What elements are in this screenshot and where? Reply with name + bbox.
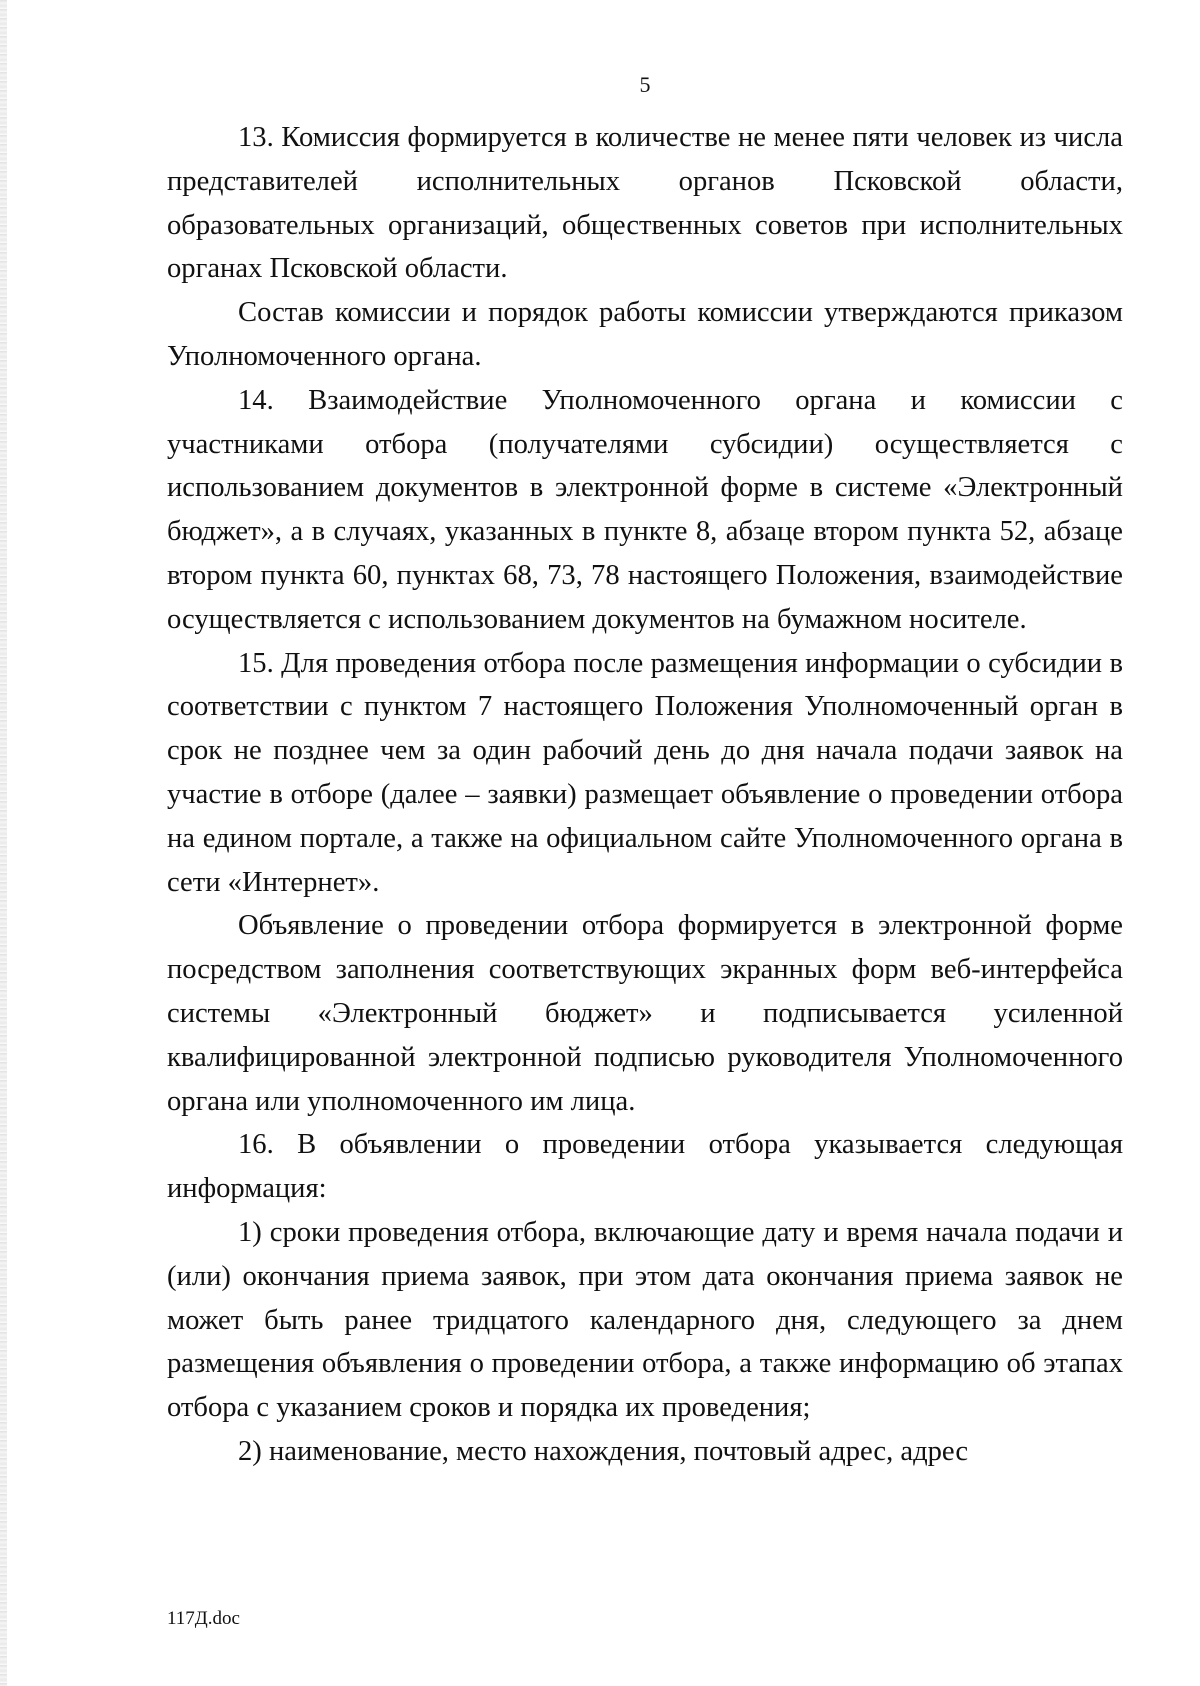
footer-filename: 117Д.doc — [167, 1608, 240, 1629]
paragraph-announcement-form: Объявление о проведении отбора формируется в электронной форме посредством заполнения соответствующих экранных форм веб-интерфейса системы «Электронный бюджет» и подписывается усиленной квалифицированной электронной подписью руководителя Уполномоченного органа или уполномоченного им лица. — [167, 910, 1123, 1117]
paragraph-16-item-1: 1) сроки проведения отбора, включающие дату и время начала подачи и (или) окончания приема заявок, при этом дата окончания приема заявок не может быть ранее тридцатого календарного дня, следующего за днем размещения объявления о проведении отбора, а также информацию об этапах отбора с указанием сроков и порядка их проведения; — [167, 1216, 1123, 1424]
paragraph-13: 13. Комиссия формируется в количестве не менее пяти человек из числа представителей исполнительных органов Псковской области, образовательных организаций, общественных советов при исполнительных органах Псковской области. — [167, 122, 1123, 285]
paragraph-14: 14. Взаимодействие Уполномоченного органа и комиссии с участниками отбора (получателями субсидии) осуществляется с использованием документов в электронной форме в системе «Электронный бюджет», а в случаях, указанных в пункте 8, абзаце втором пункта 52, абзаце втором пункта 60, пунктах 68, 73, 78 настоящего Положения, взаимодействие осуществляется с использованием документов на бумажном носителе. — [167, 384, 1123, 635]
scan-edge — [0, 0, 7, 1686]
paragraph-commission-composition: Состав комиссии и порядок работы комиссии утверждаются приказом Уполномоченного органа. — [167, 297, 1123, 372]
paragraph-15: 15. Для проведения отбора после размещения информации о субсидии в соответствии с пунктом 7 настоящего Положения Уполномоченный орган в срок не позднее чем за один рабочий день до дня начала подачи заявок на участие в отборе (далее – заявки) размещает объявление о проведении отбора на едином портале, а также на официальном сайте Уполномоченного органа в сети «Интернет». — [167, 647, 1123, 898]
paragraph-16-item-2: 2) наименование, место нахождения, почтовый адрес, адрес — [238, 1435, 969, 1467]
page-number: 5 — [639, 72, 651, 97]
paragraph-16: 16. В объявлении о проведении отбора указывается следующая информация: — [167, 1129, 1123, 1205]
document-body — [167, 116, 1123, 1474]
